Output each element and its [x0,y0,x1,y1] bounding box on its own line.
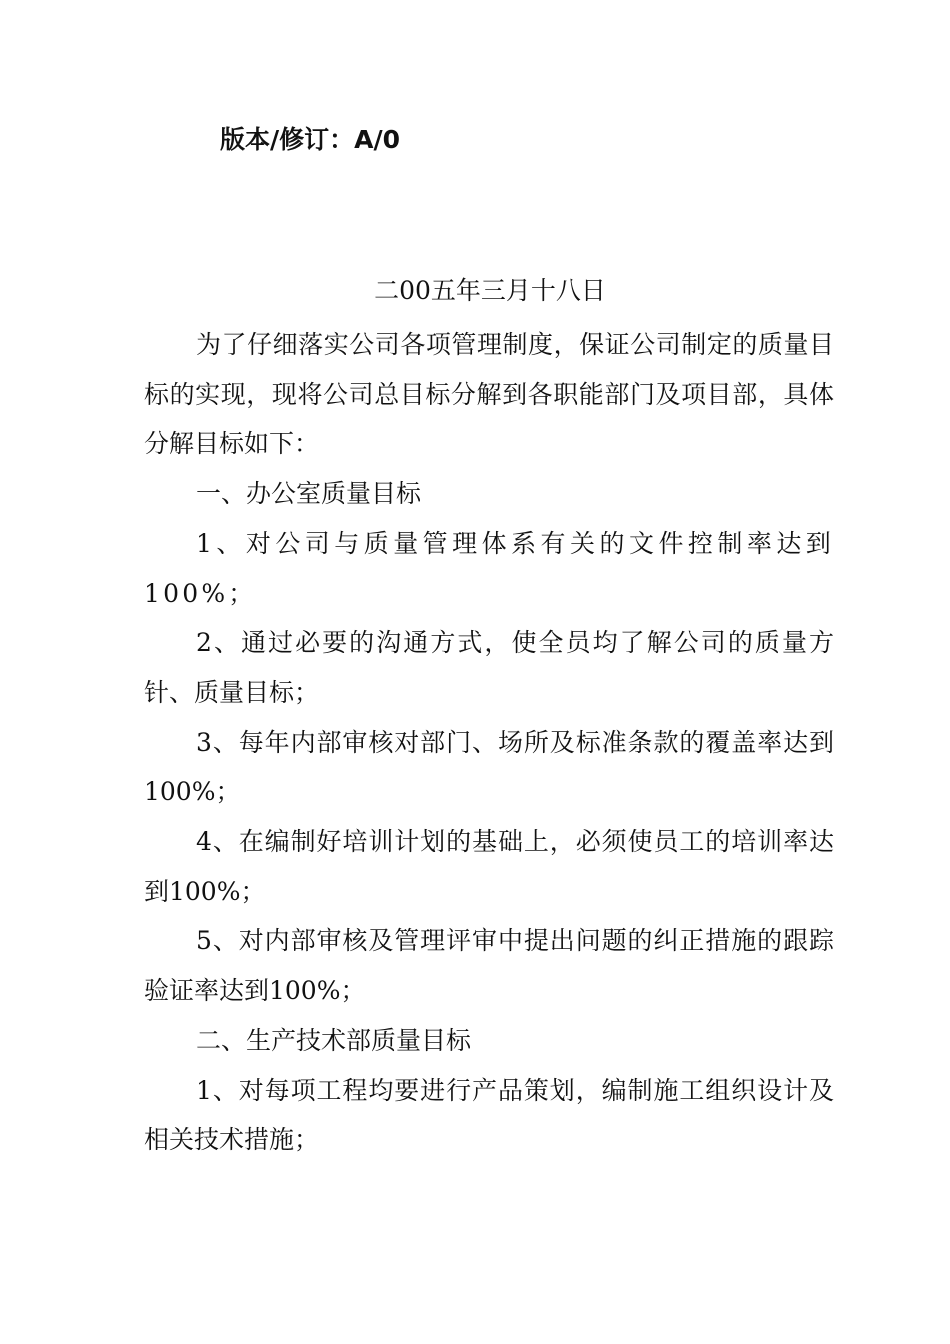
section-heading: 一、办公室质量目标 [196,479,422,509]
intro-paragraph: 为了仔细落实公司各项管理制度，保证公司制定的质量目标的实现，现将公司总目标分解到各职能部门及项目部，具体分解目标如下： [144,330,834,459]
version-label: 版本/修订：A/0 [220,125,401,154]
section-heading: 二、生产技术部质量目标 [196,1025,472,1055]
list-item: 2、通过必要的沟通方式，使全员均了解公司的质量方针、质量目标； [144,628,834,707]
document-date: 二00五年三月十八日 [374,276,606,305]
list-item: 1、对每项工程均要进行产品策划，编制施工组织设计及相关技术措施； [144,1075,834,1155]
list-item: 3、每年内部审核对部门、场所及标准条款的覆盖率达到100%； [144,727,834,807]
list-item: 4、在编制好培训计划的基础上，必须使员工的培训率达到100%； [144,827,834,906]
list-item: 5、对内部审核及管理评审中提出问题的纠正措施的跟踪验证率达到100%； [144,926,834,1006]
document-body [144,320,834,1165]
list-item: 1、对公司与质量管理体系有关的文件控制率达到100%； [144,528,834,608]
